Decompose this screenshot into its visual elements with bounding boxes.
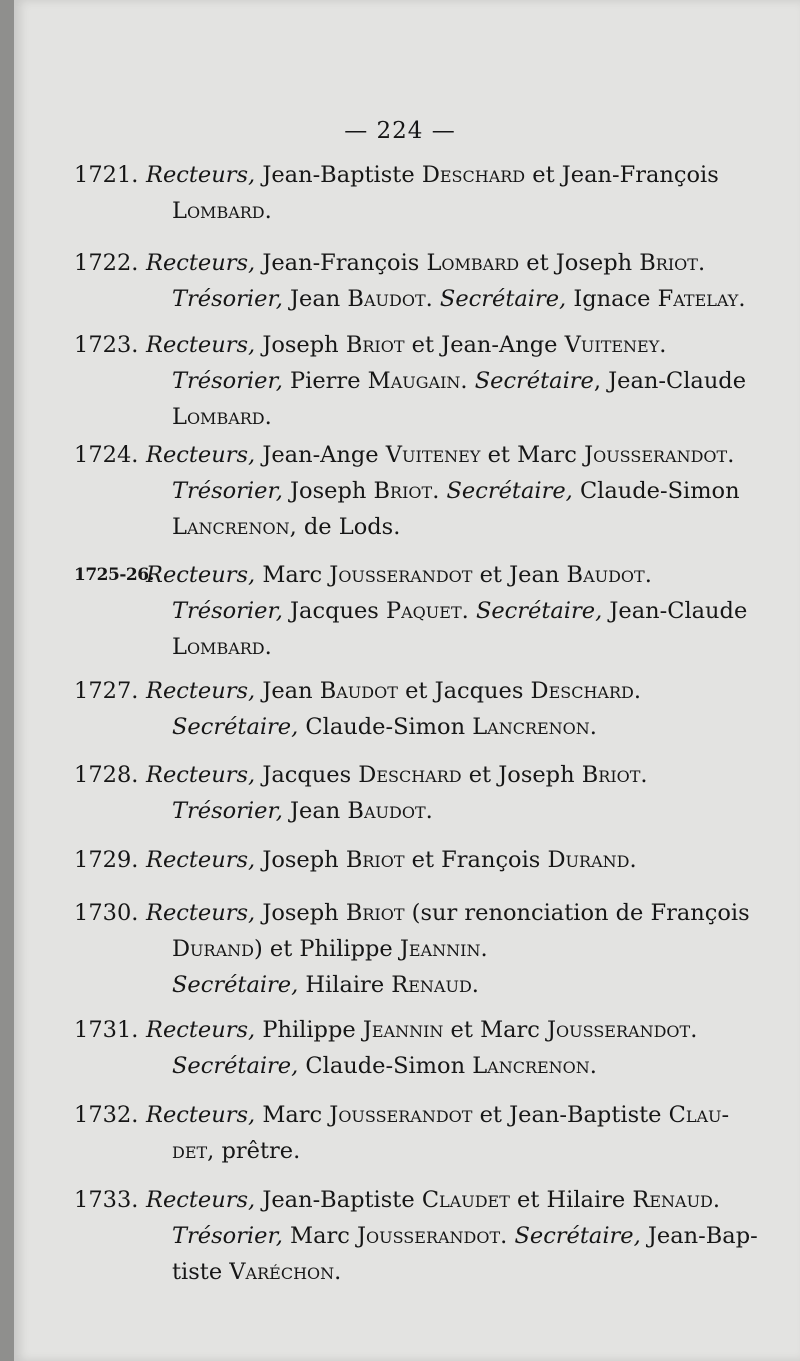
entry-first-line	[146, 440, 734, 470]
line-text: Hilaire	[298, 972, 392, 998]
line-text: et Jean	[472, 562, 567, 588]
line-text: Marc	[282, 1223, 357, 1249]
entry-first-line	[146, 248, 705, 278]
line-text: et Marc	[443, 1017, 548, 1043]
surname: Fatelay.	[657, 286, 746, 312]
surname: Deschard	[358, 762, 462, 788]
surname: Deschard.	[530, 678, 641, 704]
entry-continuation-line	[172, 1257, 341, 1287]
entry-continuation-line	[172, 970, 479, 1000]
surname: Durand	[172, 936, 254, 962]
surname: Baudot.	[566, 562, 652, 588]
line-text	[439, 478, 446, 504]
surname: Lombard.	[172, 198, 272, 224]
office-title: Secrétaire,	[172, 714, 299, 740]
line-text: et Jean-François	[525, 162, 719, 188]
entry-continuation-line	[172, 596, 747, 626]
surname: Jeannin.	[399, 936, 488, 962]
line-text: et Jacques	[397, 678, 531, 704]
surname: Baudot	[319, 678, 398, 704]
surname: Clau-	[668, 1102, 730, 1128]
office-title: Recteurs,	[146, 847, 256, 873]
entry-year: 1731.	[74, 1017, 139, 1043]
surname: Briot	[345, 847, 405, 873]
line-text: Claude-Simon	[572, 478, 740, 504]
surname: Briot.	[373, 478, 440, 504]
surname: Durand.	[547, 847, 637, 873]
entry-continuation-line	[172, 1051, 597, 1081]
line-text: Joseph	[255, 847, 346, 873]
line-text: Jacques	[255, 762, 359, 788]
entry-year: 1727.	[74, 678, 139, 704]
line-text: Joseph	[255, 332, 346, 358]
surname: Claudet	[421, 1187, 510, 1213]
office-title: Recteurs,	[146, 1187, 256, 1213]
entry-first-line	[146, 1015, 697, 1045]
entry-first-line	[146, 560, 652, 590]
surname: Paquet.	[385, 598, 469, 624]
line-text: et Marc	[480, 442, 585, 468]
surname: Jousserandot.	[547, 1017, 698, 1043]
line-text: Jean-François	[255, 250, 427, 276]
entry-continuation-line	[172, 284, 746, 314]
entry-continuation-line	[172, 476, 740, 506]
surname: Lombard	[426, 250, 520, 276]
line-text: (sur renonciation de François	[404, 900, 750, 926]
surname: Lancrenon.	[472, 1053, 597, 1079]
line-text: , Jean-Claude	[593, 368, 747, 394]
entry-first-line	[146, 898, 750, 928]
line-text: et Joseph	[519, 250, 640, 276]
surname: Briot.	[639, 250, 706, 276]
entry-continuation-line	[172, 934, 488, 964]
office-title: Trésorier,	[172, 286, 283, 312]
entry-first-line	[146, 760, 648, 790]
office-title: Trésorier,	[172, 368, 283, 394]
surname: Lancrenon,	[172, 514, 297, 540]
entry-continuation-line	[172, 512, 400, 542]
office-title: Recteurs,	[146, 1017, 256, 1043]
office-title: Secrétaire	[474, 368, 594, 394]
line-text: Marc	[255, 562, 330, 588]
entry-year: 1722.	[74, 250, 139, 276]
line-text: et Joseph	[461, 762, 582, 788]
surname: Jousserandot.	[357, 1223, 508, 1249]
office-title: Recteurs,	[146, 1102, 256, 1128]
surname: Vuiteney	[385, 442, 481, 468]
line-text: Philippe	[255, 1017, 363, 1043]
surname: Renaud.	[632, 1187, 721, 1213]
surname: Maugain.	[367, 368, 468, 394]
office-title: Recteurs,	[146, 250, 256, 276]
entry-continuation-line	[172, 632, 272, 662]
entry-first-line	[146, 676, 641, 706]
line-text: Jacques	[282, 598, 386, 624]
entry-year: 1725-26.	[74, 565, 154, 585]
office-title: Secrétaire,	[172, 972, 299, 998]
office-title: Trésorier,	[172, 1223, 283, 1249]
entry-continuation-line	[172, 366, 746, 396]
line-text: Claude-Simon	[298, 714, 473, 740]
office-title: Secrétaire,	[446, 478, 573, 504]
entry-year: 1723.	[74, 332, 139, 358]
line-text	[469, 598, 476, 624]
line-text: tiste	[172, 1259, 230, 1285]
entry-year: 1728.	[74, 762, 139, 788]
surname: Deschard	[421, 162, 526, 188]
surname: Jousserandot	[329, 1102, 473, 1128]
line-text: Jean-Baptiste	[255, 1187, 422, 1213]
office-title: Trésorier,	[172, 478, 283, 504]
surname: Briot	[345, 332, 405, 358]
entry-continuation-line	[172, 1136, 300, 1166]
line-text: Jean-Claude	[602, 598, 748, 624]
entry-continuation-line	[172, 712, 597, 742]
line-text: de Lods.	[296, 514, 401, 540]
surname: Renaud.	[391, 972, 479, 998]
office-title: Secrétaire,	[172, 1053, 299, 1079]
line-text: Claude-Simon	[298, 1053, 473, 1079]
surname: Lancrenon.	[472, 714, 597, 740]
line-text: et Jean-Baptiste	[472, 1102, 669, 1128]
surname: Baudot.	[347, 798, 433, 824]
line-text: et Jean-Ange	[404, 332, 565, 358]
line-text: Jean	[282, 798, 348, 824]
office-title: Secrétaire,	[439, 286, 567, 312]
line-text: Jean	[255, 678, 320, 704]
line-text	[433, 286, 440, 312]
entry-year: 1729.	[74, 847, 139, 873]
surname: Lombard.	[172, 634, 272, 660]
office-title: Recteurs,	[146, 678, 256, 704]
line-text: prêtre.	[214, 1138, 301, 1164]
office-title: Trésorier,	[172, 798, 283, 824]
line-text: ) et Philippe	[253, 936, 400, 962]
surname: Briot	[345, 900, 405, 926]
office-title: Recteurs,	[146, 762, 256, 788]
surname: Vuiteney.	[564, 332, 667, 358]
entry-year: 1732.	[74, 1102, 139, 1128]
line-text: et François	[404, 847, 548, 873]
entry-year: 1733.	[74, 1187, 139, 1213]
office-title: Recteurs,	[146, 562, 256, 588]
line-text: Joseph	[282, 478, 374, 504]
line-text: et Hilaire	[509, 1187, 633, 1213]
office-title: Secrétaire,	[514, 1223, 641, 1249]
surname: Lombard.	[172, 404, 272, 430]
office-title: Secrétaire,	[475, 598, 603, 624]
line-text	[468, 368, 475, 394]
entry-year: 1724.	[74, 442, 139, 468]
entry-year: 1730.	[74, 900, 139, 926]
office-title: Recteurs,	[146, 900, 256, 926]
office-title: Recteurs,	[146, 162, 256, 188]
line-text: Pierre	[282, 368, 368, 394]
entry-year: 1721.	[74, 162, 139, 188]
surname: Baudot.	[347, 286, 433, 312]
entry-first-line	[146, 1185, 720, 1215]
line-text: Jean-Baptiste	[255, 162, 422, 188]
entry-first-line	[146, 160, 719, 190]
line-text: Jean-Bap-	[640, 1223, 758, 1249]
line-text: Marc	[255, 1102, 330, 1128]
entry-continuation-line	[172, 196, 272, 226]
surname: Briot.	[581, 762, 648, 788]
surname: Varéchon.	[229, 1259, 342, 1285]
entry-continuation-line	[172, 402, 272, 432]
line-text: Jean	[282, 286, 348, 312]
office-title: Recteurs,	[146, 442, 256, 468]
entry-first-line	[146, 330, 666, 360]
entry-continuation-line	[172, 796, 433, 826]
surname: Jousserandot.	[584, 442, 735, 468]
line-text: Joseph	[255, 900, 346, 926]
line-text: Jean-Ange	[255, 442, 386, 468]
page-number: — 224 —	[344, 118, 456, 144]
surname: Jeannin	[362, 1017, 444, 1043]
office-title: Recteurs,	[146, 332, 256, 358]
entry-continuation-line	[172, 1221, 758, 1251]
entry-first-line	[146, 845, 637, 875]
surname: det,	[172, 1138, 215, 1164]
line-text: Ignace	[566, 286, 658, 312]
surname: Jousserandot	[329, 562, 473, 588]
entry-first-line	[146, 1100, 729, 1130]
office-title: Trésorier,	[172, 598, 283, 624]
